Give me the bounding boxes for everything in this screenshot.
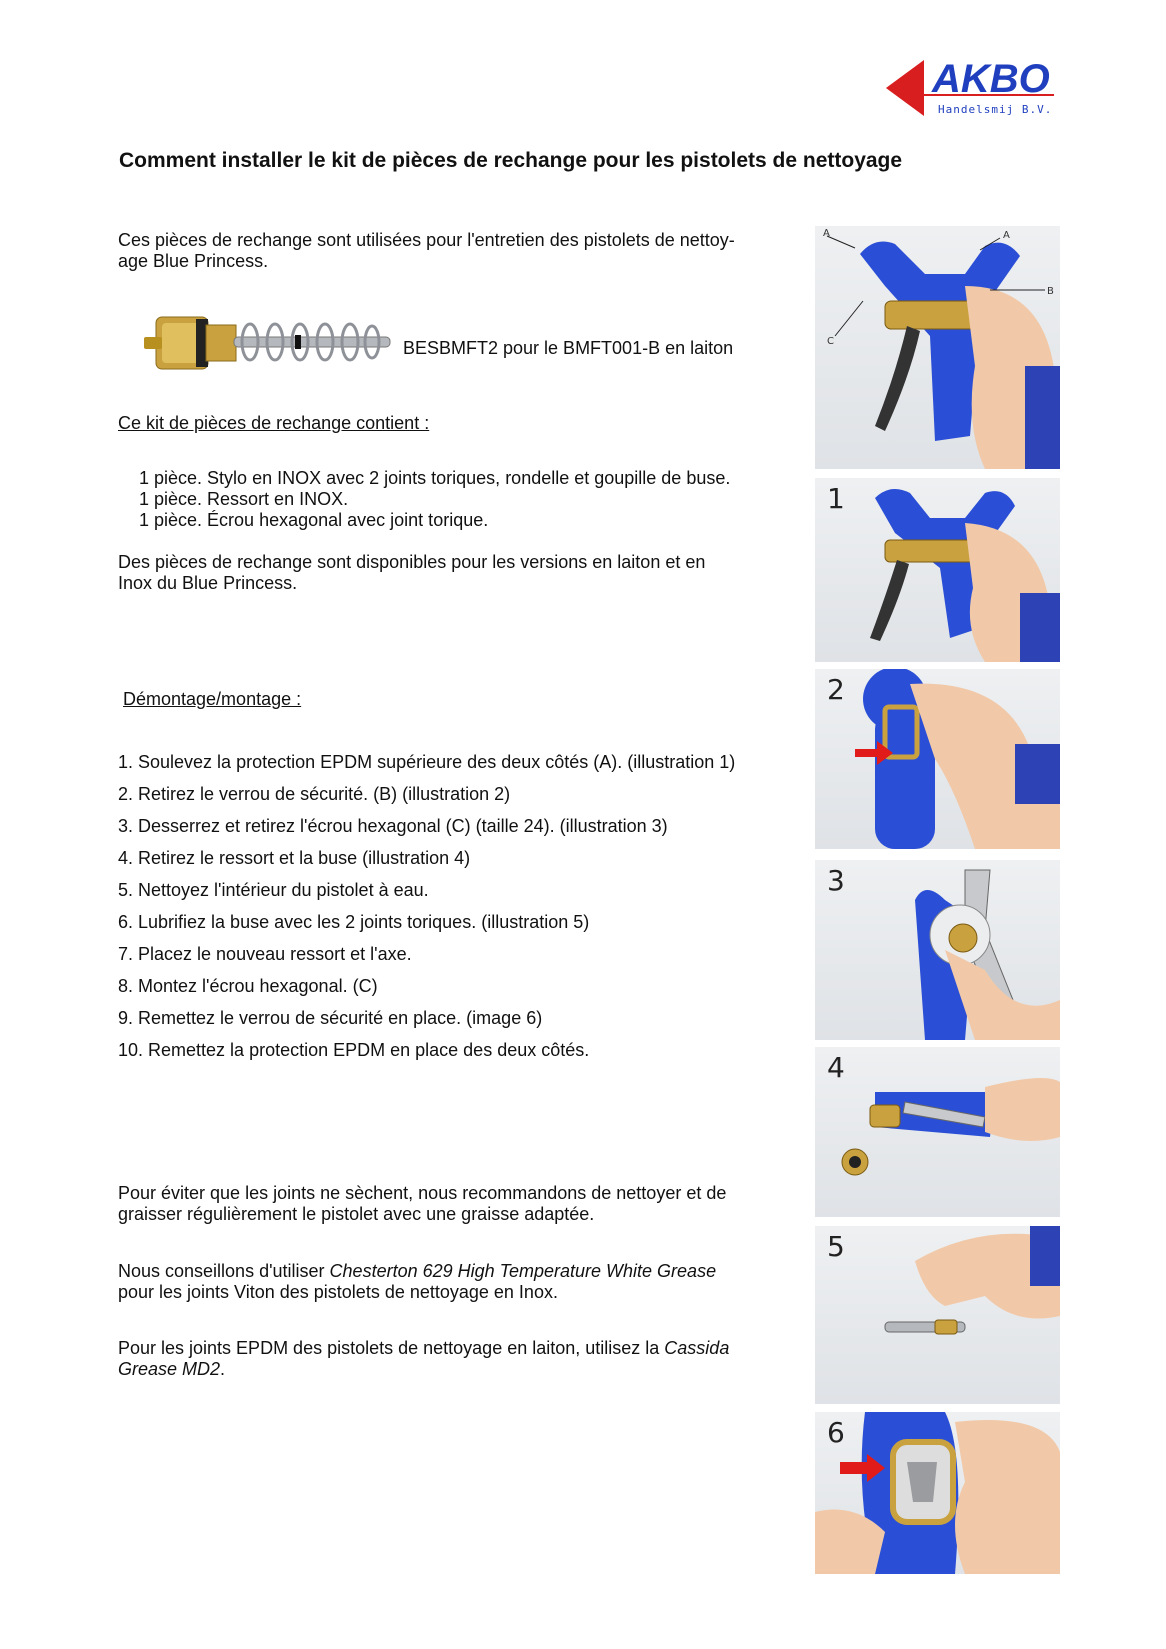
- photo-number: 3: [827, 864, 845, 897]
- grease-note-line-2: graisser régulièrement le pistolet avec une graisse adaptée.: [118, 1204, 595, 1224]
- label-c: C: [827, 336, 834, 347]
- photo-number: 4: [827, 1051, 845, 1084]
- spare-part-kit-image: [140, 295, 402, 390]
- step-item: 2. Retirez le verrou de sécurité. (B) (illustration 2): [118, 784, 511, 804]
- page-title: Comment installer le kit de pièces de rechange pour les pistolets de nettoyage: [119, 149, 903, 172]
- photo-step-2: [815, 669, 1060, 849]
- step-item: 3. Desserrez et retirez l'écrou hexagonal (C) (taille 24). (illustration 3): [118, 816, 668, 836]
- photo-overview-labeled: [815, 226, 1060, 469]
- photo-number: 1: [827, 482, 845, 515]
- cassida-product-part2: Grease MD2: [118, 1359, 221, 1379]
- chesterton-line-1: [118, 1261, 716, 1282]
- step-item: 9. Remettez le verrou de sécurité en place. (image 6): [118, 1008, 543, 1028]
- cassida-line-1: [118, 1338, 729, 1359]
- photo-step-5: [815, 1226, 1060, 1404]
- svg-text:AKBO: AKBO: [932, 58, 1050, 101]
- step-item: 5. Nettoyez l'intérieur du pistolet à eau.: [118, 880, 429, 900]
- cassida-suffix: .: [220, 1359, 226, 1379]
- chesterton-product: Chesterton 629 High Temperature White Grease: [329, 1261, 717, 1281]
- step-item: 7. Placez le nouveau ressort et l'axe.: [118, 944, 412, 964]
- step-item: 10. Remettez la protection EPDM en place des deux côtés.: [118, 1040, 590, 1060]
- akbo-logo: [886, 58, 1060, 122]
- cassida-prefix: Pour les joints EPDM des pistolets de nettoyage en laiton, utilisez la: [118, 1338, 665, 1358]
- product-caption: BESBMFT2 pour le BMFT001-B en laiton: [403, 338, 734, 358]
- step-item: 1. Soulevez la protection EPDM supérieure des deux côtés (A). (illustration 1): [118, 752, 736, 772]
- label-a: A: [823, 228, 830, 239]
- photo-step-6: [815, 1412, 1060, 1574]
- svg-text:Handelsmij B.V.: Handelsmij B.V.: [938, 103, 1053, 116]
- intro-line-1: Ces pièces de rechange sont utilisées pour l'entretien des pistolets de nettoy-: [118, 230, 735, 250]
- kit-item: 1 pièce. Ressort en INOX.: [139, 489, 349, 509]
- label-b: B: [1047, 286, 1054, 297]
- step-item: 6. Lubrifiez la buse avec les 2 joints toriques. (illustration 5): [118, 912, 590, 932]
- step-item: 8. Montez l'écrou hexagonal. (C): [118, 976, 378, 996]
- step-item: 4. Retirez le ressort et la buse (illustration 4): [118, 848, 471, 868]
- photo-number: 6: [827, 1416, 845, 1449]
- akbo-logo-mark: [886, 58, 1060, 122]
- availability-line-1: Des pièces de rechange sont disponibles pour les versions en laiton et en: [118, 552, 706, 572]
- kit-item: 1 pièce. Stylo en INOX avec 2 joints toriques, rondelle et goupille de buse.: [139, 468, 731, 488]
- cassida-product-part1: Cassida: [664, 1338, 730, 1358]
- photo-step-3: [815, 860, 1060, 1040]
- availability-line-2: Inox du Blue Princess.: [118, 573, 298, 593]
- photo-number: 5: [827, 1230, 845, 1263]
- intro-line-2: age Blue Princess.: [118, 251, 269, 271]
- chesterton-line-2: pour les joints Viton des pistolets de nettoyage en Inox.: [118, 1282, 558, 1302]
- photo-step-1: [815, 478, 1060, 662]
- label-a: A: [1003, 230, 1010, 241]
- kit-item: 1 pièce. Écrou hexagonal avec joint torique.: [139, 510, 489, 530]
- cassida-line-2: [118, 1359, 225, 1380]
- kit-heading: Ce kit de pièces de rechange contient :: [118, 413, 430, 433]
- grease-note-line-1: Pour éviter que les joints ne sèchent, nous recommandons de nettoyer et de: [118, 1183, 727, 1203]
- chesterton-prefix: Nous conseillons d'utiliser: [118, 1261, 330, 1281]
- steps-heading: Démontage/montage :: [123, 689, 302, 709]
- photo-number: 2: [827, 673, 845, 706]
- photo-step-4: [815, 1047, 1060, 1217]
